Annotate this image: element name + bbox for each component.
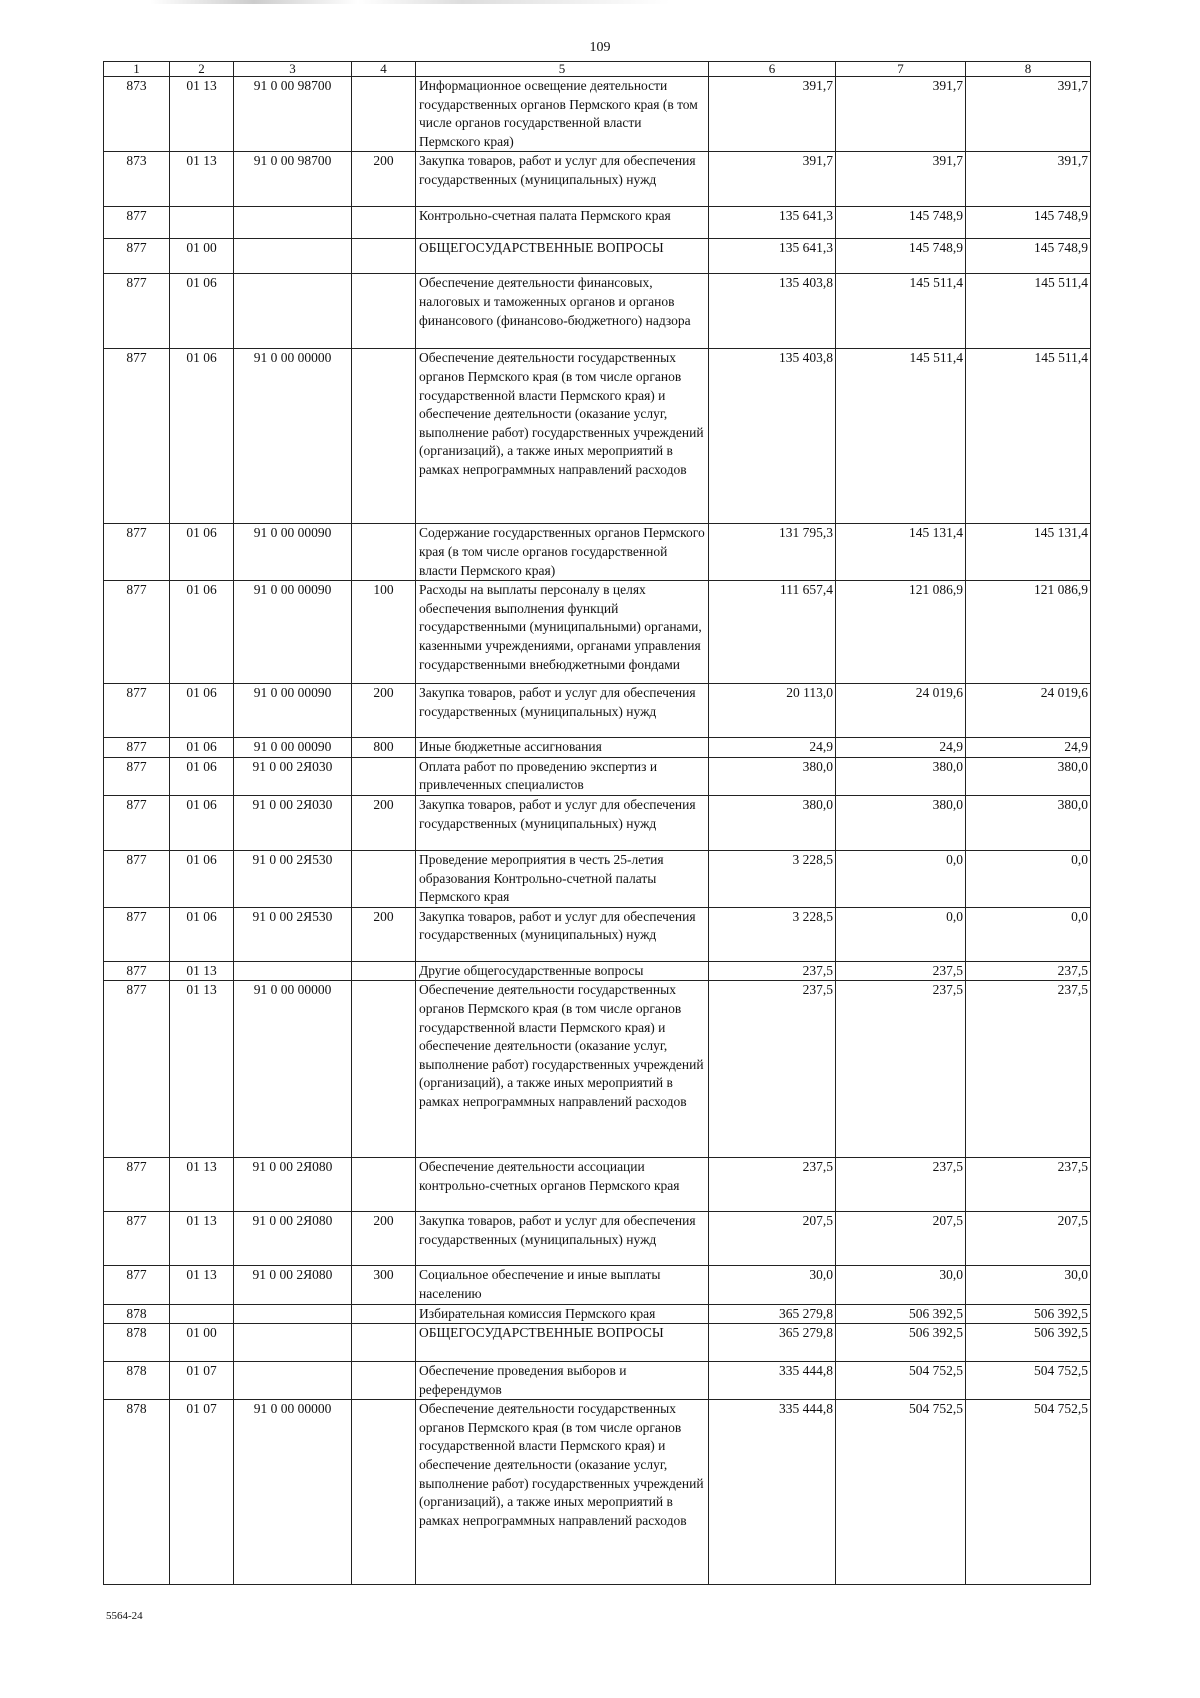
expense-type-cell [352, 524, 416, 581]
section-code-cell: 01 13 [170, 77, 234, 152]
amount-col6-cell: 380,0 [709, 757, 836, 795]
expense-type-cell [352, 757, 416, 795]
target-article-cell: 91 0 00 2Я530 [234, 907, 352, 961]
amount-col7-cell: 145 131,4 [836, 524, 966, 581]
table-row [104, 274, 1091, 349]
table-row [104, 1362, 1091, 1400]
description-cell: Закупка товаров, работ и услуг для обеспечения государственных (муниципальных) нужд [416, 907, 709, 961]
section-code-cell: 01 06 [170, 757, 234, 795]
amount-col7-cell: 30,0 [836, 1266, 966, 1304]
amount-col8-cell: 0,0 [966, 850, 1091, 907]
section-code-cell: 01 13 [170, 152, 234, 207]
expense-type-cell [352, 1158, 416, 1212]
section-code-cell: 01 13 [170, 1158, 234, 1212]
amount-col6-cell: 237,5 [709, 961, 836, 981]
ministry-code-cell: 878 [104, 1304, 170, 1324]
table-row [104, 524, 1091, 581]
target-article-cell: 91 0 00 98700 [234, 152, 352, 207]
column-header: 7 [836, 62, 966, 77]
table-row [104, 349, 1091, 524]
section-code-cell: 01 06 [170, 581, 234, 684]
table-row [104, 1266, 1091, 1304]
amount-col7-cell: 380,0 [836, 795, 966, 850]
column-header: 1 [104, 62, 170, 77]
amount-col7-cell: 391,7 [836, 152, 966, 207]
table-row [104, 738, 1091, 758]
description-cell: Иные бюджетные ассигнования [416, 738, 709, 758]
section-code-cell: 01 07 [170, 1400, 234, 1585]
amount-col7-cell: 504 752,5 [836, 1400, 966, 1585]
expense-type-cell: 100 [352, 581, 416, 684]
amount-col6-cell: 391,7 [709, 77, 836, 152]
amount-col6-cell: 237,5 [709, 1158, 836, 1212]
table-row [104, 684, 1091, 738]
description-cell: Обеспечение деятельности финансовых, налоговых и таможенных органов и органов финансового (финансово-бюджетного) надзора [416, 274, 709, 349]
target-article-cell [234, 207, 352, 239]
column-header: 8 [966, 62, 1091, 77]
target-article-cell: 91 0 00 00090 [234, 524, 352, 581]
target-article-cell: 91 0 00 98700 [234, 77, 352, 152]
section-code-cell: 01 07 [170, 1362, 234, 1400]
amount-col8-cell: 207,5 [966, 1212, 1091, 1266]
amount-col8-cell: 145 748,9 [966, 207, 1091, 239]
section-code-cell: 01 00 [170, 1324, 234, 1362]
table-row [104, 1400, 1091, 1585]
target-article-cell: 91 0 00 00000 [234, 1400, 352, 1585]
amount-col7-cell: 121 086,9 [836, 581, 966, 684]
expense-type-cell [352, 1324, 416, 1362]
ministry-code-cell: 877 [104, 581, 170, 684]
ministry-code-cell: 877 [104, 1266, 170, 1304]
section-code-cell [170, 1304, 234, 1324]
ministry-code-cell: 877 [104, 239, 170, 274]
section-code-cell: 01 13 [170, 981, 234, 1158]
target-article-cell: 91 0 00 2Я080 [234, 1266, 352, 1304]
target-article-cell: 91 0 00 2Я030 [234, 757, 352, 795]
ministry-code-cell: 878 [104, 1400, 170, 1585]
amount-col8-cell: 145 131,4 [966, 524, 1091, 581]
amount-col7-cell: 145 511,4 [836, 274, 966, 349]
amount-col7-cell: 506 392,5 [836, 1324, 966, 1362]
expense-type-cell: 200 [352, 1212, 416, 1266]
target-article-cell [234, 961, 352, 981]
amount-col6-cell: 24,9 [709, 738, 836, 758]
amount-col7-cell: 145 511,4 [836, 349, 966, 524]
amount-col6-cell: 335 444,8 [709, 1400, 836, 1585]
amount-col6-cell: 3 228,5 [709, 850, 836, 907]
target-article-cell: 91 0 00 00090 [234, 684, 352, 738]
amount-col8-cell: 380,0 [966, 795, 1091, 850]
description-cell: Контрольно-счетная палата Пермского края [416, 207, 709, 239]
target-article-cell: 91 0 00 2Я530 [234, 850, 352, 907]
ministry-code-cell: 877 [104, 1158, 170, 1212]
amount-col6-cell: 135 403,8 [709, 349, 836, 524]
amount-col6-cell: 131 795,3 [709, 524, 836, 581]
description-cell: Информационное освещение деятельности государственных органов Пермского края (в том числе органов государственной власти Пермского края) [416, 77, 709, 152]
table-body [104, 77, 1091, 1585]
amount-col8-cell: 30,0 [966, 1266, 1091, 1304]
amount-col7-cell: 0,0 [836, 850, 966, 907]
description-cell: Обеспечение деятельности государственных органов Пермского края (в том числе органов государственной власти Пермского края) и обеспечение деятельности (оказание услуг, выполнение работ) государственных учреждений (организаций), а также иных мероприятий в рамках непрограммных направлений расходов [416, 349, 709, 524]
amount-col7-cell: 380,0 [836, 757, 966, 795]
amount-col7-cell: 145 748,9 [836, 207, 966, 239]
target-article-cell [234, 1324, 352, 1362]
amount-col8-cell: 145 511,4 [966, 349, 1091, 524]
section-code-cell: 01 06 [170, 795, 234, 850]
description-cell: Обеспечение проведения выборов и референдумов [416, 1362, 709, 1400]
column-number-row [104, 62, 1091, 77]
amount-col6-cell: 20 113,0 [709, 684, 836, 738]
target-article-cell: 91 0 00 00000 [234, 349, 352, 524]
section-code-cell: 01 06 [170, 907, 234, 961]
ministry-code-cell: 877 [104, 795, 170, 850]
ministry-code-cell: 873 [104, 152, 170, 207]
column-header: 6 [709, 62, 836, 77]
description-cell: Расходы на выплаты персоналу в целях обеспечения выполнения функций государственными (муниципальными) органами, казенными учреждениями, органами управления государственными внебюджетными фондами [416, 581, 709, 684]
amount-col7-cell: 391,7 [836, 77, 966, 152]
ministry-code-cell: 877 [104, 961, 170, 981]
table-row [104, 907, 1091, 961]
expense-type-cell [352, 349, 416, 524]
section-code-cell: 01 00 [170, 239, 234, 274]
ministry-code-cell: 877 [104, 207, 170, 239]
expense-type-cell: 200 [352, 907, 416, 961]
expense-type-cell [352, 239, 416, 274]
amount-col6-cell: 3 228,5 [709, 907, 836, 961]
description-cell: ОБЩЕГОСУДАРСТВЕННЫЕ ВОПРОСЫ [416, 1324, 709, 1362]
table-row [104, 1304, 1091, 1324]
expense-type-cell [352, 850, 416, 907]
expense-type-cell [352, 274, 416, 349]
scan-artifact [150, 0, 670, 4]
amount-col7-cell: 145 748,9 [836, 239, 966, 274]
expense-type-cell [352, 1400, 416, 1585]
expense-type-cell [352, 1304, 416, 1324]
expense-type-cell: 200 [352, 152, 416, 207]
table-row [104, 581, 1091, 684]
amount-col6-cell: 30,0 [709, 1266, 836, 1304]
amount-col6-cell: 207,5 [709, 1212, 836, 1266]
description-cell: Избирательная комиссия Пермского края [416, 1304, 709, 1324]
amount-col8-cell: 237,5 [966, 981, 1091, 1158]
budget-table [103, 61, 1091, 1585]
ministry-code-cell: 877 [104, 981, 170, 1158]
amount-col7-cell: 237,5 [836, 981, 966, 1158]
description-cell: Обеспечение деятельности государственных органов Пермского края (в том числе органов государственной власти Пермского края) и обеспечение деятельности (оказание услуг, выполнение работ) государственных учреждений (организаций), а также иных мероприятий в рамках непрограммных направлений расходов [416, 1400, 709, 1585]
description-cell: Другие общегосударственные вопросы [416, 961, 709, 981]
amount-col7-cell: 207,5 [836, 1212, 966, 1266]
column-header: 5 [416, 62, 709, 77]
page-number: 109 [589, 40, 611, 55]
target-article-cell: 91 0 00 2Я080 [234, 1212, 352, 1266]
ministry-code-cell: 877 [104, 349, 170, 524]
amount-col7-cell: 504 752,5 [836, 1362, 966, 1400]
amount-col6-cell: 111 657,4 [709, 581, 836, 684]
section-code-cell: 01 06 [170, 349, 234, 524]
amount-col8-cell: 145 748,9 [966, 239, 1091, 274]
amount-col6-cell: 365 279,8 [709, 1304, 836, 1324]
amount-col8-cell: 506 392,5 [966, 1324, 1091, 1362]
amount-col7-cell: 0,0 [836, 907, 966, 961]
amount-col6-cell: 391,7 [709, 152, 836, 207]
table-row [104, 961, 1091, 981]
table-row [104, 207, 1091, 239]
section-code-cell: 01 13 [170, 1212, 234, 1266]
ministry-code-cell: 877 [104, 274, 170, 349]
amount-col6-cell: 135 641,3 [709, 207, 836, 239]
table-row [104, 795, 1091, 850]
amount-col6-cell: 135 403,8 [709, 274, 836, 349]
ministry-code-cell: 877 [104, 524, 170, 581]
section-code-cell: 01 06 [170, 274, 234, 349]
target-article-cell: 91 0 00 2Я030 [234, 795, 352, 850]
expense-type-cell [352, 207, 416, 239]
description-cell: Закупка товаров, работ и услуг для обеспечения государственных (муниципальных) нужд [416, 1212, 709, 1266]
amount-col6-cell: 335 444,8 [709, 1362, 836, 1400]
amount-col7-cell: 237,5 [836, 1158, 966, 1212]
amount-col8-cell: 121 086,9 [966, 581, 1091, 684]
ministry-code-cell: 877 [104, 907, 170, 961]
column-header: 2 [170, 62, 234, 77]
table-row [104, 1212, 1091, 1266]
footer-code: 5564-24 [106, 1610, 143, 1622]
amount-col8-cell: 380,0 [966, 757, 1091, 795]
amount-col7-cell: 24 019,6 [836, 684, 966, 738]
target-article-cell [234, 274, 352, 349]
column-header: 4 [352, 62, 416, 77]
column-header: 3 [234, 62, 352, 77]
table-row [104, 1158, 1091, 1212]
ministry-code-cell: 877 [104, 684, 170, 738]
amount-col8-cell: 506 392,5 [966, 1304, 1091, 1324]
ministry-code-cell: 873 [104, 77, 170, 152]
target-article-cell [234, 1362, 352, 1400]
section-code-cell: 01 06 [170, 738, 234, 758]
amount-col8-cell: 24 019,6 [966, 684, 1091, 738]
target-article-cell: 91 0 00 00000 [234, 981, 352, 1158]
ministry-code-cell: 877 [104, 738, 170, 758]
amount-col7-cell: 506 392,5 [836, 1304, 966, 1324]
amount-col8-cell: 504 752,5 [966, 1362, 1091, 1400]
amount-col8-cell: 145 511,4 [966, 274, 1091, 349]
amount-col8-cell: 237,5 [966, 961, 1091, 981]
description-cell: Закупка товаров, работ и услуг для обеспечения государственных (муниципальных) нужд [416, 152, 709, 207]
description-cell: Закупка товаров, работ и услуг для обеспечения государственных (муниципальных) нужд [416, 795, 709, 850]
section-code-cell [170, 207, 234, 239]
amount-col6-cell: 365 279,8 [709, 1324, 836, 1362]
ministry-code-cell: 877 [104, 757, 170, 795]
expense-type-cell: 200 [352, 795, 416, 850]
target-article-cell: 91 0 00 00090 [234, 738, 352, 758]
expense-type-cell: 200 [352, 684, 416, 738]
amount-col8-cell: 391,7 [966, 152, 1091, 207]
ministry-code-cell: 878 [104, 1362, 170, 1400]
target-article-cell [234, 1304, 352, 1324]
amount-col6-cell: 380,0 [709, 795, 836, 850]
table-row [104, 757, 1091, 795]
target-article-cell [234, 239, 352, 274]
description-cell: Социальное обеспечение и иные выплаты населению [416, 1266, 709, 1304]
amount-col8-cell: 237,5 [966, 1158, 1091, 1212]
expense-type-cell [352, 1362, 416, 1400]
amount-col8-cell: 0,0 [966, 907, 1091, 961]
section-code-cell: 01 06 [170, 524, 234, 581]
amount-col8-cell: 391,7 [966, 77, 1091, 152]
amount-col7-cell: 24,9 [836, 738, 966, 758]
expense-type-cell [352, 961, 416, 981]
ministry-code-cell: 877 [104, 850, 170, 907]
expense-type-cell: 300 [352, 1266, 416, 1304]
table-row [104, 1324, 1091, 1362]
ministry-code-cell: 878 [104, 1324, 170, 1362]
ministry-code-cell: 877 [104, 1212, 170, 1266]
amount-col7-cell: 237,5 [836, 961, 966, 981]
amount-col6-cell: 135 641,3 [709, 239, 836, 274]
expense-type-cell [352, 77, 416, 152]
description-cell: Закупка товаров, работ и услуг для обеспечения государственных (муниципальных) нужд [416, 684, 709, 738]
table-row [104, 152, 1091, 207]
table-row [104, 981, 1091, 1158]
expense-type-cell: 800 [352, 738, 416, 758]
target-article-cell: 91 0 00 00090 [234, 581, 352, 684]
description-cell: Оплата работ по проведению экспертиз и привлеченных специалистов [416, 757, 709, 795]
table-row [104, 239, 1091, 274]
description-cell: Проведение мероприятия в честь 25-летия образования Контрольно-счетной палаты Пермского края [416, 850, 709, 907]
section-code-cell: 01 06 [170, 684, 234, 738]
section-code-cell: 01 13 [170, 1266, 234, 1304]
target-article-cell: 91 0 00 2Я080 [234, 1158, 352, 1212]
description-cell: Обеспечение деятельности государственных органов Пермского края (в том числе органов государственной власти Пермского края) и обеспечение деятельности (оказание услуг, выполнение работ) государственных учреждений (организаций), а также иных мероприятий в рамках непрограммных направлений расходов [416, 981, 709, 1158]
table-row [104, 850, 1091, 907]
table-row [104, 77, 1091, 152]
section-code-cell: 01 13 [170, 961, 234, 981]
amount-col8-cell: 24,9 [966, 738, 1091, 758]
description-cell: Обеспечение деятельности ассоциации контрольно-счетных органов Пермского края [416, 1158, 709, 1212]
description-cell: ОБЩЕГОСУДАРСТВЕННЫЕ ВОПРОСЫ [416, 239, 709, 274]
expense-type-cell [352, 981, 416, 1158]
description-cell: Содержание государственных органов Пермского края (в том числе органов государственной власти Пермского края) [416, 524, 709, 581]
amount-col6-cell: 237,5 [709, 981, 836, 1158]
amount-col8-cell: 504 752,5 [966, 1400, 1091, 1585]
section-code-cell: 01 06 [170, 850, 234, 907]
